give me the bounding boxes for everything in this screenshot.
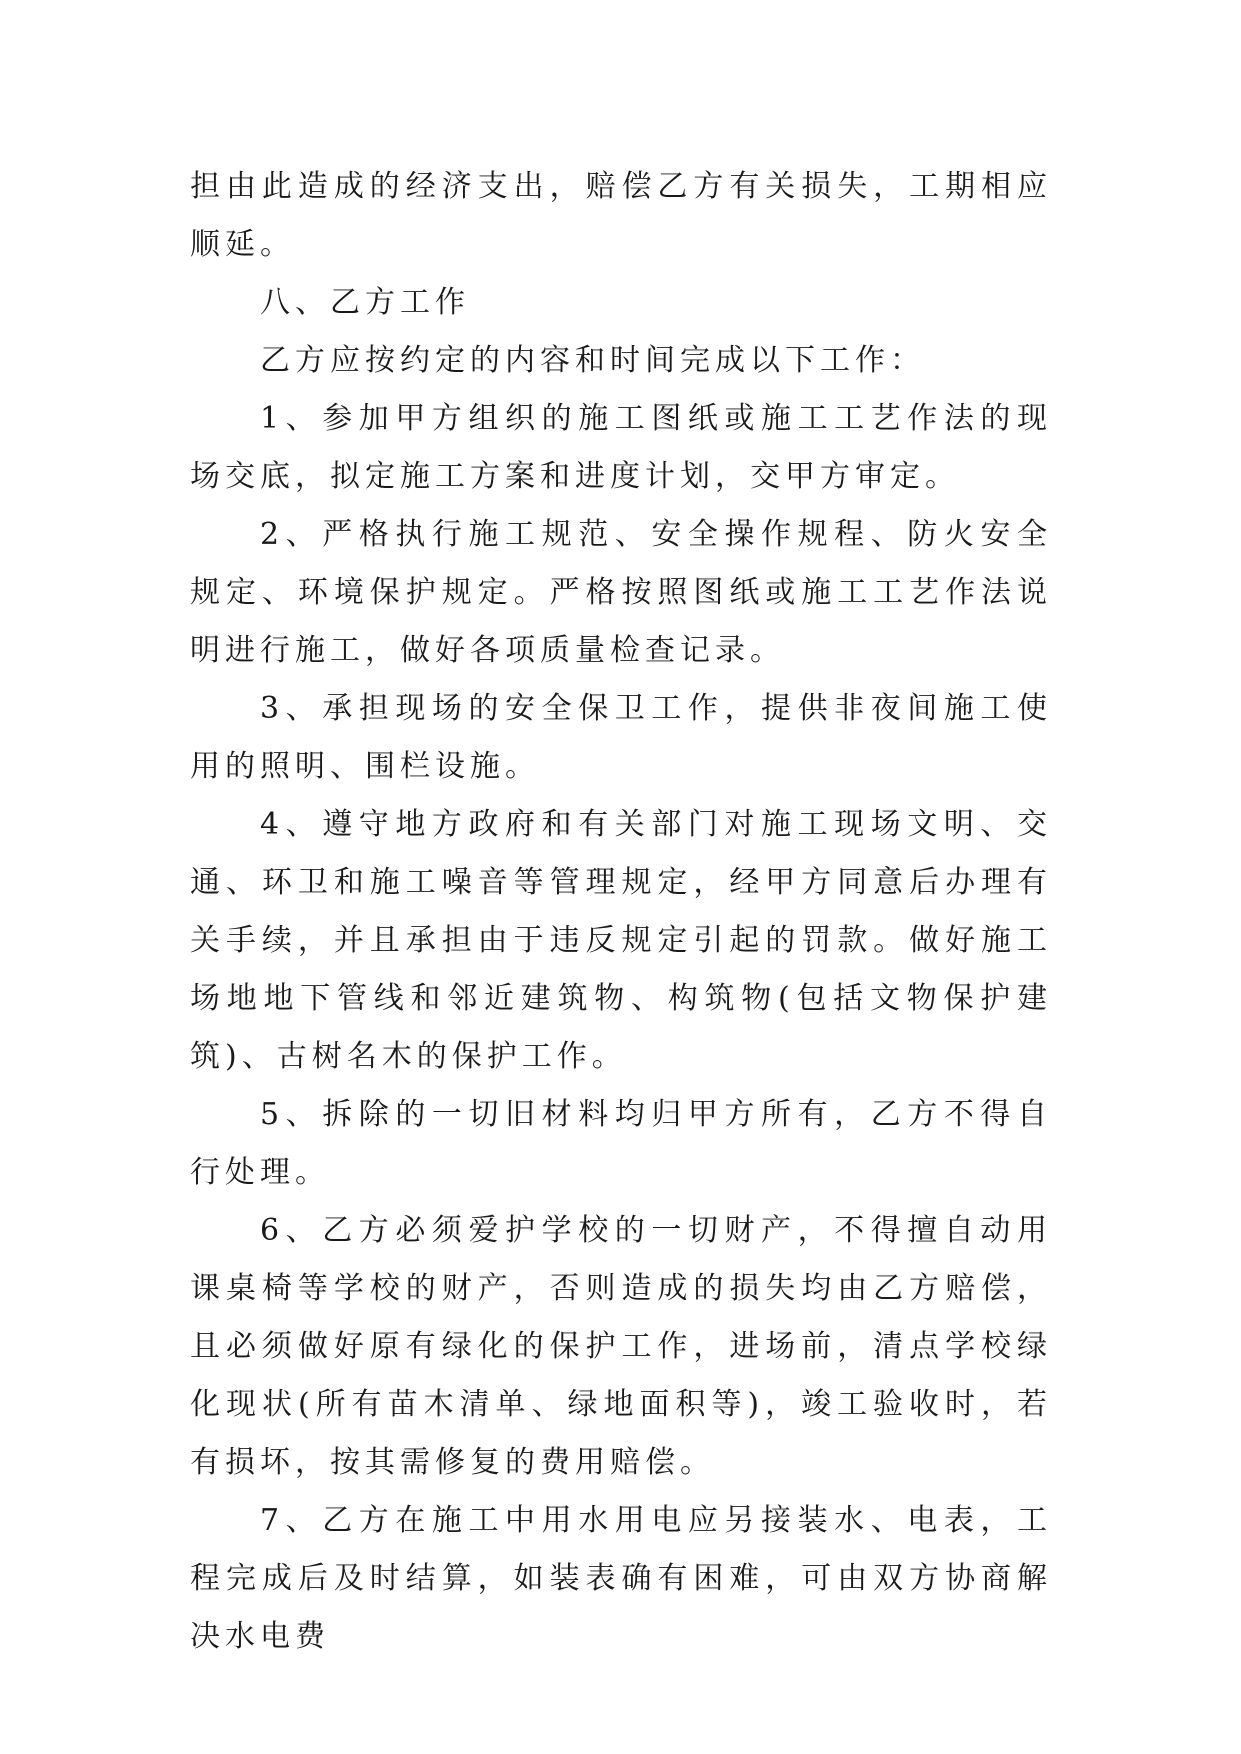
clause-7: 7、乙方在施工中用水用电应另接装水、电表，工程完成后及时结算，如装表确有困难，可由双方协商解决水电费	[190, 1503, 1052, 1654]
clause-4: 4、遵守地方政府和有关部门对施工现场文明、交通、环卫和施工噪音等管理规定，经甲方同意后办理有关手续，并且承担由于违反规定引起的罚款。做好施工场地地下管线和邻近建筑物、构筑物(包括文物保护建筑)、古树名木的保护工作。	[190, 807, 1052, 1074]
clause-6: 6、乙方必须爱护学校的一切财产，不得擅自动用课桌椅等学校的财产，否则造成的损失均由乙方赔偿，且必须做好原有绿化的保护工作，进场前，清点学校绿化现状(所有苗木清单、绿地面积等)，竣工验收时，若有损坏，按其需修复的费用赔偿。	[190, 1213, 1052, 1480]
clause-5: 5、拆除的一切旧材料均归甲方所有，乙方不得自行处理。	[190, 1097, 1052, 1190]
paragraph-intro: 乙方应按约定的内容和时间完成以下工作：	[260, 343, 925, 378]
clause-1: 1、参加甲方组织的施工图纸或施工工艺作法的现场交底，拟定施工方案和进度计划，交甲方审定。	[190, 401, 1052, 494]
paragraph-continuation: 担由此造成的经济支出，赔偿乙方有关损失，工期相应顺延。	[190, 169, 1052, 262]
clause-3: 3、承担现场的安全保卫工作，提供非夜间施工使用的照明、围栏设施。	[190, 691, 1052, 784]
document-body	[190, 158, 1052, 1666]
clause-2: 2、严格执行施工规范、安全操作规程、防火安全规定、环境保护规定。严格按照图纸或施工工艺作法说明进行施工，做好各项质量检查记录。	[190, 517, 1052, 668]
section-heading: 八、乙方工作	[260, 285, 470, 320]
